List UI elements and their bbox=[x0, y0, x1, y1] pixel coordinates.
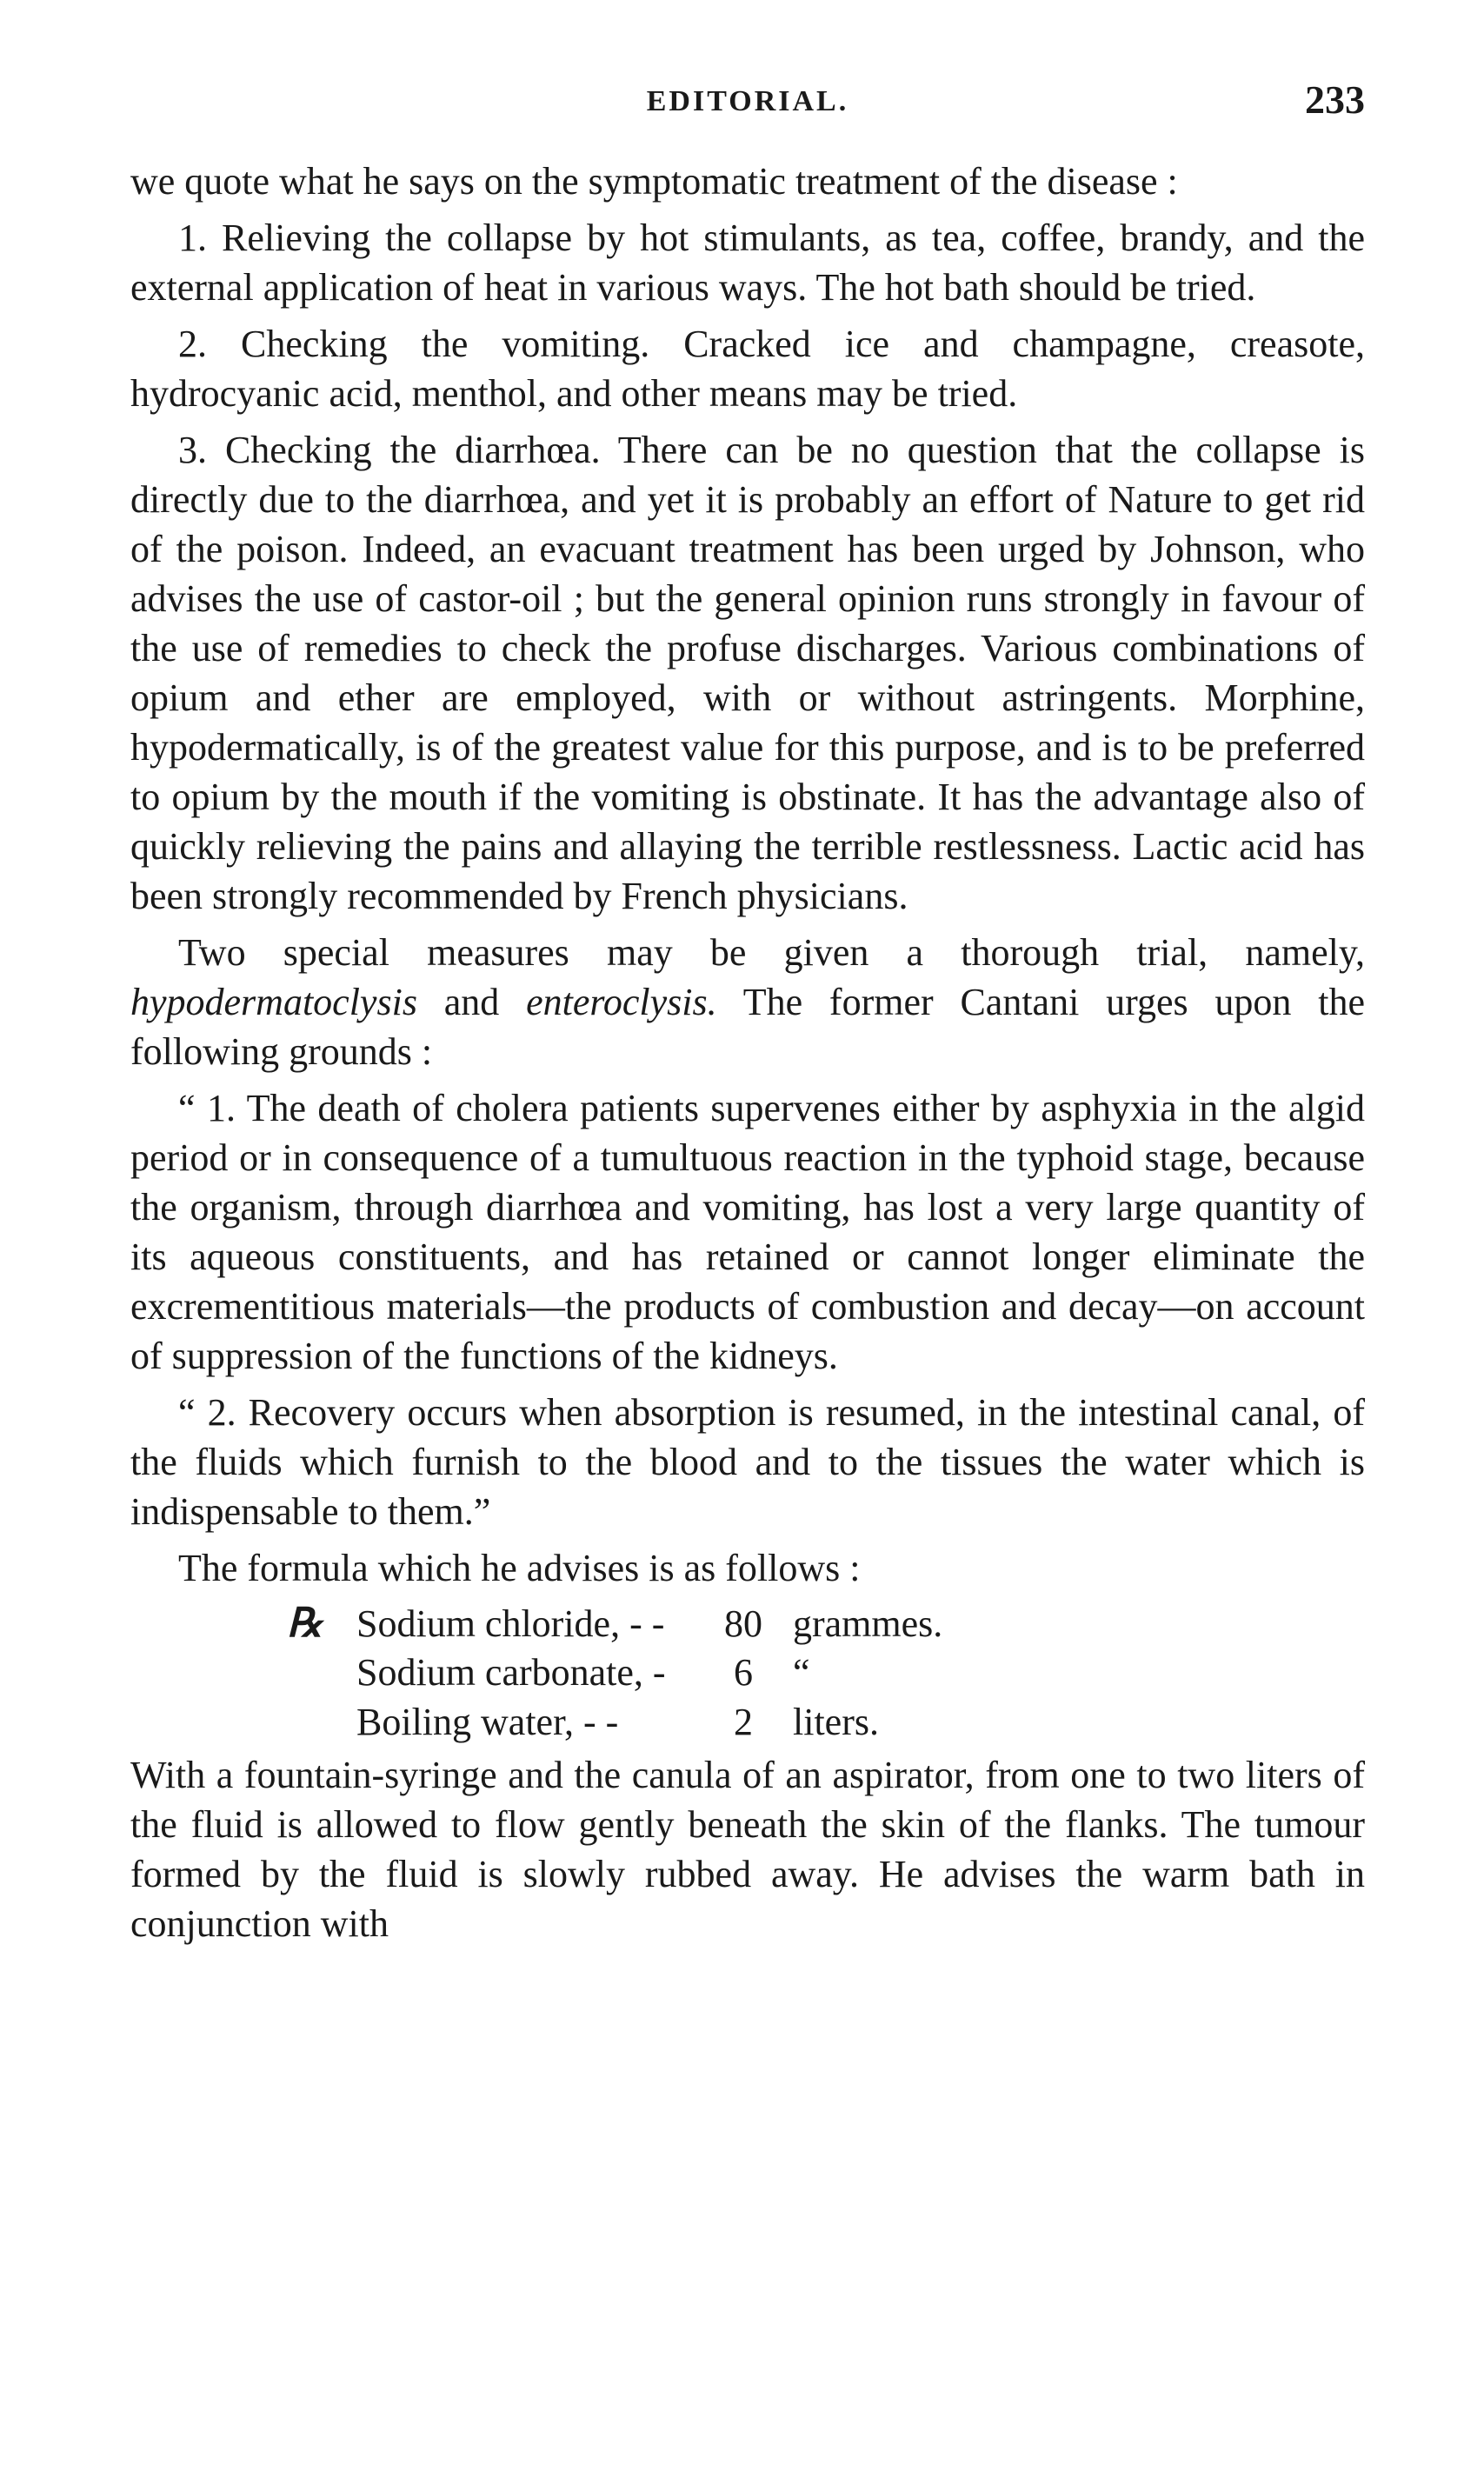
running-title: EDITORIAL. bbox=[646, 85, 849, 117]
paragraph-treatment-1: 1. Relieving the collapse by hot stimulants, as tea, coffee, brandy, and the external application of heat in various ways. The hot bath should be tried. bbox=[130, 216, 1365, 309]
recipe-quantity: 2 bbox=[734, 1701, 753, 1743]
recipe-unit: “ bbox=[793, 1651, 810, 1694]
special-measures-end: The former Cantani urges upon the following grounds : bbox=[130, 981, 1366, 1073]
recipe-ingredient: Boiling water, - - bbox=[356, 1701, 619, 1743]
paragraph-treatment-2: 2. Checking the vomiting. Cracked ice and champagne, creasote, hydrocyanic acid, menthol, and other means may be tried. bbox=[130, 323, 1365, 415]
recipe-row bbox=[287, 1697, 1365, 1747]
paragraph-special-measures bbox=[130, 928, 1365, 1076]
paragraph-procedure: With a fountain-syringe and the canula of an aspirator, from one to two liters of the fluid is allowed to flow gently beneath the skin of the flanks. The tumour formed by the fluid is slowly rubbed away. He advises the warm bath in conjunction with bbox=[130, 1754, 1365, 1945]
paragraph-treatment-3: 3. Checking the diarrhœa. There can be no question that the collapse is directly due to the diarrhœa, and yet it is probably an effort of Nature to get rid of the poison. Indeed, an evacuant treatment has been urged by Johnson, who advises the use of castor-oil ; but the general opinion runs strongly in favour of the use of remedies to check the profuse discharges. Various combinations of opium and ether are employed, with or without astringents. Morphine, hypodermatically, is of the greatest value for this purpose, and is to be preferred to opium by the mouth if the vomiting is obstinate. It has the advantage also of quickly relieving the pains and allaying the terrible restlessness. Lactic acid has been strongly recommended by French physicians. bbox=[130, 429, 1365, 917]
page bbox=[130, 77, 1365, 1948]
paragraph-intro: we quote what he says on the symptomatic treatment of the disease : bbox=[130, 160, 1178, 203]
recipe-quantity: 80 bbox=[724, 1602, 762, 1645]
paragraph-formula-intro: The formula which he advises is as follows : bbox=[178, 1547, 861, 1589]
recipe-symbol: ℞ bbox=[287, 1601, 323, 1645]
recipe-row bbox=[287, 1648, 1365, 1697]
recipe-ingredient: Sodium chloride, - - bbox=[356, 1602, 665, 1645]
recipe-row bbox=[287, 1598, 1365, 1648]
quote-ground-2: “ 2. Recovery occurs when absorption is resumed, in the intestinal canal, of the fluids which furnish to the blood and to the tissues the water which is indispensable to them.” bbox=[130, 1391, 1365, 1533]
special-measures-start: Two special measures may be given a thorough trial, namely, bbox=[178, 931, 1365, 974]
recipe-unit: grammes. bbox=[793, 1602, 943, 1645]
page-number: 233 bbox=[1305, 77, 1365, 122]
term-enteroclysis: enteroclysis. bbox=[526, 981, 717, 1023]
term-hypodermatoclysis: hypodermatoclysis bbox=[130, 981, 417, 1023]
recipe-formula bbox=[287, 1598, 1365, 1747]
special-measures-and: and bbox=[443, 981, 500, 1023]
recipe-unit: liters. bbox=[793, 1701, 879, 1743]
quote-ground-1: “ 1. The death of cholera patients supervenes either by asphyxia in the algid period or in consequence of a tumultuous reaction in the typhoid stage, because the organism, through diarrhœa and vomiting, has lost a very large quantity of its aqueous constituents, and has retained or cannot longer eliminate the excrementitious materials—the products of combustion and decay—on account of suppression of the functions of the kidneys. bbox=[130, 1087, 1365, 1377]
recipe-quantity: 6 bbox=[734, 1651, 753, 1694]
running-head bbox=[130, 77, 1365, 137]
recipe-ingredient: Sodium carbonate, - bbox=[356, 1651, 666, 1694]
